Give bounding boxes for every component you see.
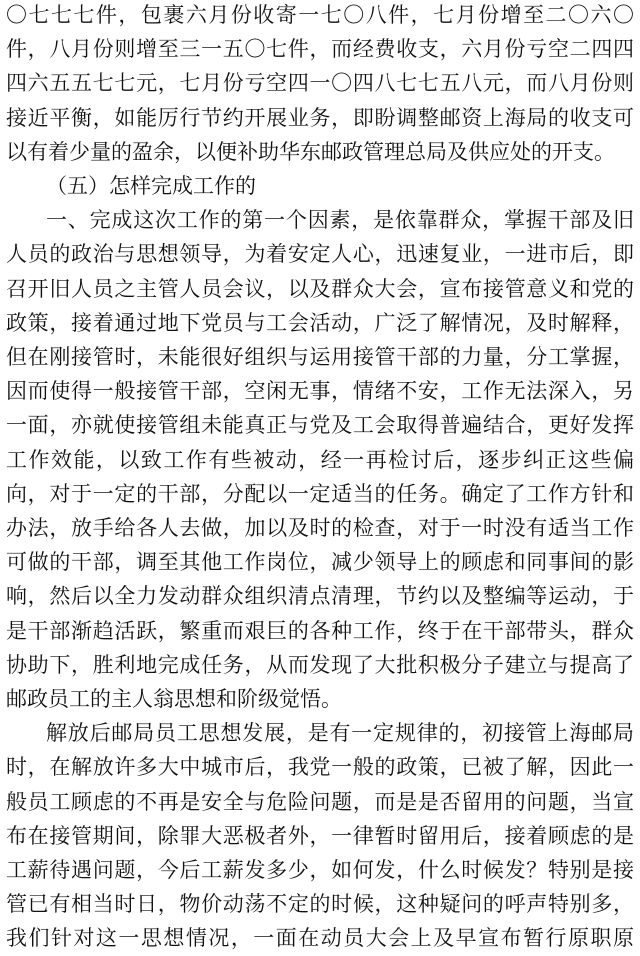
text-line: 人员的政治与思想领导，为着安定人心，迅速复业，一进市后，即 bbox=[6, 242, 634, 267]
text-line: 工薪待遇问题，今后工薪发多少，如何发，什么时候发？特别是接 bbox=[6, 858, 634, 882]
text-line: 布在接管期间，除罪大恶极者外，一律暂时留用后，接着顾虑的是 bbox=[6, 823, 634, 848]
text-line: 响，然后以全力发动群众组织清点清理，节约以及整编等运动，于 bbox=[6, 584, 634, 609]
text-line: 四六五五七七元，七月份亏空四一〇四八七七五八元，而八月份则 bbox=[6, 71, 634, 96]
text-line: 召开旧人员之主管人员会议，以及群众大会，宣布接管意义和党的 bbox=[6, 276, 634, 301]
text-line: 因而使得一般接管干部，空闲无事，情绪不安，工作无法深入，另 bbox=[6, 379, 634, 404]
text-line: 邮政员工的主人翁思想和阶级觉悟。 bbox=[6, 687, 342, 711]
text-line: 一、完成这次工作的第一个因素，是依靠群众，掌握干部及旧 bbox=[46, 208, 634, 233]
text-line: 是干部渐趋活跃，繁重而艰巨的各种工作，终于在干部带头，群众 bbox=[6, 618, 634, 643]
text-line: 件，八月份则增至三一五〇七件，而经费收支，六月份亏空二四四 bbox=[6, 37, 634, 62]
text-line: 〇七七七件，包裹六月份收寄一七〇八件，七月份增至二〇六〇 bbox=[6, 3, 634, 27]
text-line: 政策，接着通过地下党员与工会活动，广泛了解情况，及时解释， bbox=[6, 310, 634, 335]
text-line: 可做的干部，调至其他工作岗位，减少领导上的顾虑和同事间的影 bbox=[6, 550, 634, 575]
text-line: 般员工顾虑的不再是安全与危险问题，而是是否留用的问题，当宣 bbox=[6, 789, 634, 814]
section-heading: （五）怎样完成工作的 bbox=[46, 174, 256, 198]
text-line: 接近平衡，如能厉行节约开展业务，即盼调整邮资上海局的收支可 bbox=[6, 105, 634, 130]
text-line: 协助下，胜利地完成任务，从而发现了大批积极分子建立与提高了 bbox=[6, 652, 634, 677]
text-line: 时，在解放许多大中城市后，我党一般的政策，已被了解，因此一 bbox=[6, 755, 634, 780]
text-line: 我们针对这一思想情况，一面在动员大会上及早宣布暂行原职原 bbox=[6, 926, 634, 951]
text-line: 管已有相当时日，物价动荡不定的时候，这种疑问的呼声特别多， bbox=[6, 892, 634, 917]
text-line: 但在刚接管时，未能很好组织与运用接管干部的力量，分工掌握， bbox=[6, 345, 634, 369]
text-line: 解放后邮局员工思想发展，是有一定规律的，初接管上海邮局 bbox=[46, 721, 634, 746]
text-line: 工作效能，以致工作有些被动，经一再检讨后，逐步纠正这些偏 bbox=[6, 447, 634, 472]
text-line: 一面，亦就使接管组未能真正与党及工会取得普遍结合，更好发挥 bbox=[6, 413, 634, 438]
text-line: 办法，放手给各人去做，加以及时的检查，对于一时没有适当工作 bbox=[6, 516, 634, 540]
text-line: 以有着少量的盈余，以便补助华东邮政管理总局及供应处的开支。 bbox=[6, 139, 615, 164]
text-line: 向，对于一定的干部，分配以一定适当的任务。确定了工作方针和 bbox=[6, 481, 634, 506]
